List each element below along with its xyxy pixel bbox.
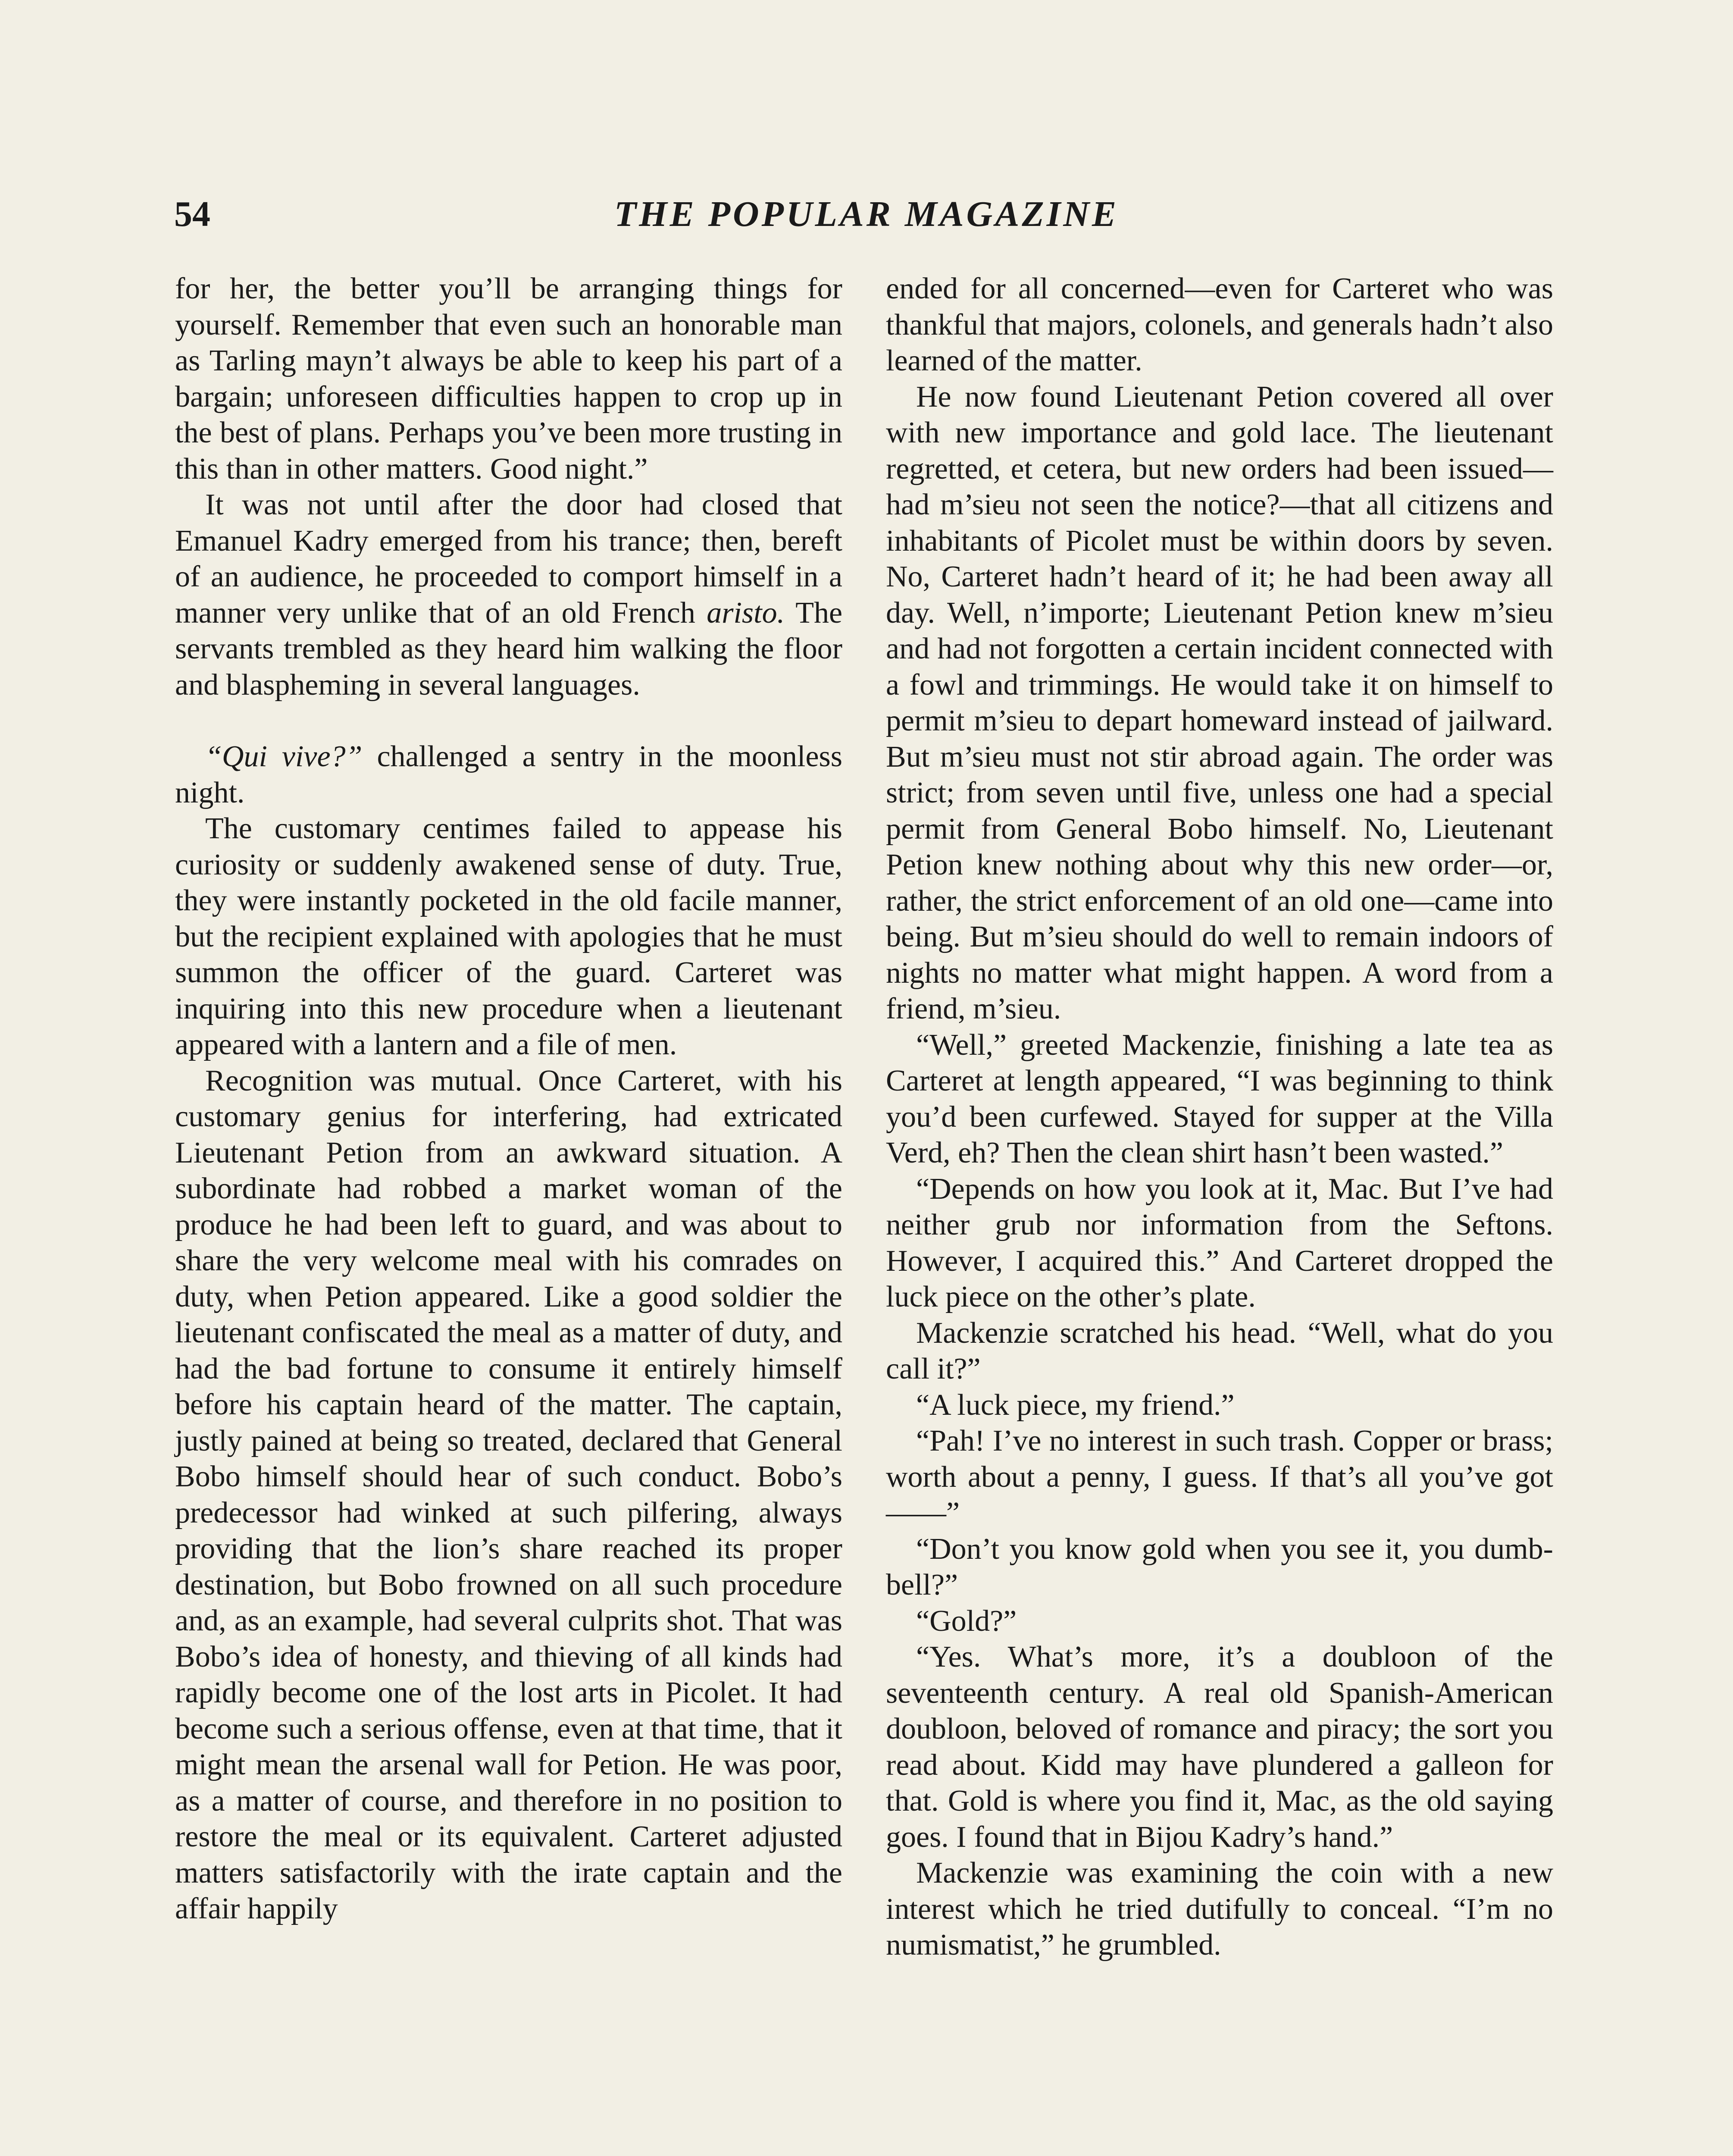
italic-phrase: “Qui vive?” bbox=[205, 740, 363, 773]
paragraph-text: challenged a sentry in the moonless night. bbox=[175, 740, 842, 809]
paragraph-text: It was not until after the door had closed that Emanuel Kadry emerged from his trance; then, bereft of an audience, he proceeded to comport himself in a manner very unlike that of an old French bbox=[175, 488, 842, 630]
paragraph: The customary centimes failed to appease his curiosity or suddenly awakened sense of duty. True, they were instantly pocketed in the old facile manner, but the recipient explained with apologies that he must summon the officer of the guard. Carteret was inquiring into this new procedure when a lieutenant appeared with a lantern and a file of men. bbox=[175, 812, 842, 1061]
italic-word: aristo. bbox=[707, 596, 785, 630]
paragraph: “Pah! I’ve no interest in such trash. Copper or brass; worth about a penny, I guess. If that’s all you’ve got——” bbox=[886, 1424, 1553, 1529]
left-column bbox=[175, 271, 842, 1927]
paragraph: for her, the better you’ll be arranging things for yourself. Remember that even such an honorable man as Tarling mayn’t always be able to keep his part of a bargain; unforeseen difficulties happen to crop up in the best of plans. Perhaps you’ve been more trusting in this than in other matters. Good night.” bbox=[175, 272, 842, 486]
right-column bbox=[886, 271, 1553, 1963]
paragraph: “Don’t you know gold when you see it, you dumb-bell?” bbox=[886, 1532, 1553, 1601]
paragraph: Recognition was mutual. Once Carteret, with his customary genius for interfering, had extricated Lieutenant Petion from an awkward situation. A subordinate had robbed a market woman of the produce he had been left to guard, and was about to share the very welcome meal with his comrades on duty, when Petion appeared. Like a good soldier the lieutenant confiscated the meal as a matter of duty, and had the bad fortune to consume it entirely himself before his captain heard of the matter. The captain, justly pained at being so treated, declared that General Bobo himself should hear of such conduct. Bobo’s predecessor had winked at such pilfering, always providing that the lion’s share reached its proper destination, but Bobo frowned on all such procedure and, as an example, had several culprits shot. That was Bobo’s idea of honesty, and thieving of all kinds had rapidly become one of the lost arts in Picolet. It had become such a serious offense, even at that time, that it might mean the arsenal wall for Petion. He was poor, as a matter of course, and therefore in no position to restore the meal or its equivalent. Carteret adjusted matters satisfactorily with the irate captain and the affair happily bbox=[175, 1064, 842, 1925]
paragraph: He now found Lieutenant Petion covered all over with new importance and gold lace. The lieutenant regretted, et cetera, but new orders had been issued—had m’sieu not seen the notice?—that all citizens and inhabitants of Picolet must be within doors by seven. No, Carteret hadn’t heard of it; he had been away all day. Well, n’importe; Lieutenant Petion knew m’sieu and had not forgotten a certain incident connected with a fowl and trimmings. He would take it on himself to permit m’sieu to depart homeward instead of jailward. But m’sieu must not stir abroad again. The order was strict; from seven until five, unless one had a special permit from General Bobo himself. No, Lieutenant Petion knew nothing about why this new order—or, rather, the strict enforcement of an old one—came into being. But m’sieu should do well to remain indoors of nights no matter what might happen. A word from a friend, m’sieu. bbox=[886, 380, 1553, 1025]
paragraph: “Well,” greeted Mackenzie, finishing a late tea as Carteret at length appeared, “I was beginning to think you’d been curfewed. Stayed for supper at the Villa Verd, eh? Then the clean shirt hasn’t been wasted.” bbox=[886, 1028, 1553, 1169]
paragraph: “Gold?” bbox=[916, 1604, 1017, 1638]
paragraph bbox=[175, 739, 842, 811]
paragraph: “Depends on how you look at it, Mac. But I’ve had neither grub nor information from the Seftons. However, I acquired this.” And Carteret dropped the luck piece on the other’s plate. bbox=[886, 1172, 1553, 1313]
paragraph bbox=[175, 487, 842, 703]
paragraph: “Yes. What’s more, it’s a doubloon of the seventeenth century. A real old Spanish-American doubloon, beloved of romance and piracy; the sort you read about. Kidd may have plundered a galleon for that. Gold is where you find it, Mac, as the old saying goes. I found that in Bijou Kadry’s hand.” bbox=[886, 1640, 1553, 1854]
paragraph: Mackenzie was examining the coin with a new interest which he tried dutifully to conceal. “I’m no numismatist,” he grumbled. bbox=[886, 1856, 1553, 1962]
running-head: THE POPULAR MAGAZINE bbox=[614, 194, 1119, 234]
paragraph-text: The servants trembled as they heard him walking the floor and blaspheming in several languages. bbox=[175, 596, 843, 702]
paragraph: Mackenzie scratched his head. “Well, what do you call it?” bbox=[886, 1316, 1553, 1385]
paragraph: “A luck piece, my friend.” bbox=[916, 1388, 1235, 1422]
paragraph: ended for all concerned—even for Carteret who was thankful that majors, colonels, and generals hadn’t also learned of the matter. bbox=[886, 272, 1553, 377]
page-number: 54 bbox=[174, 194, 210, 234]
